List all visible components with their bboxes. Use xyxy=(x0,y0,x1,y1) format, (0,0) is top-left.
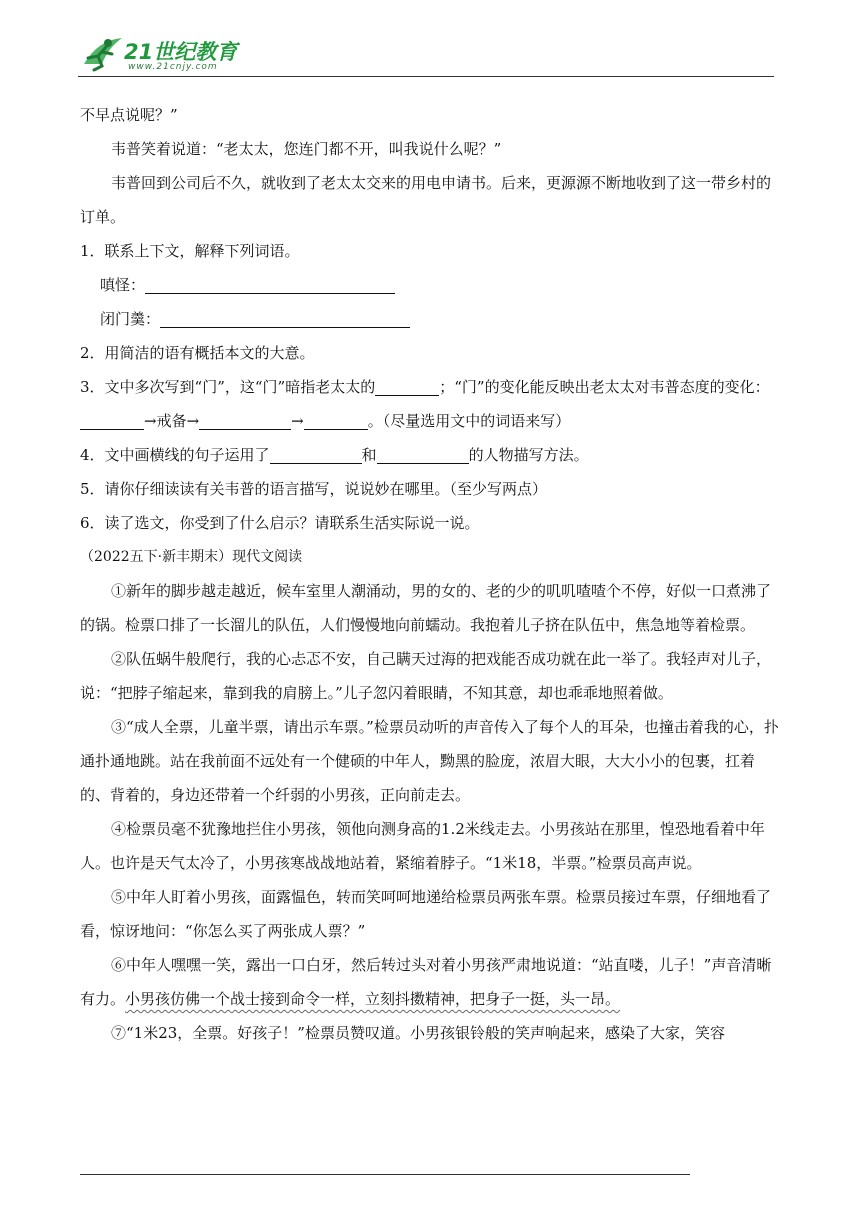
passage-paragraph: ⑥中年人嘿嘿一笑，露出一口白牙，然后转过头对着小男孩严肃地说道：“站直喽，儿子！”声音清晰有力。小男孩仿佛一个战士接到命令一样，立刻抖擞精神，把身子一挺，头一昂。 xyxy=(80,956,772,1008)
question-6: 6．读了选文，你受到了什么启示？请联系生活实际说一说。 xyxy=(80,514,480,532)
passage-paragraph: ③“成人全票，儿童半票，请出示车票。”检票员动听的声音传入了每个人的耳朵，也撞击着我的心，扑通扑通地跳。站在我前面不远处有一个健硕的中年人，黝黑的脸庞，浓眉大眼，大大小小的包裹，扛着的、背着的，身边还带着一个纤弱的小男孩，正向前走去。 xyxy=(80,718,779,804)
story-paragraph: 韦普笑着说道：“老太太，您连门都不开，叫我说什么呢？” xyxy=(111,140,502,158)
question-1-item-a: 嗔怪： xyxy=(80,268,780,302)
story-paragraph: 韦普回到公司后不久，就收到了老太太交来的用电申请书。后来，更源源不断地收到了这一带乡村的订单。 xyxy=(80,174,772,226)
answer-blank[interactable] xyxy=(199,409,291,430)
answer-blank[interactable] xyxy=(270,443,362,464)
footer-divider xyxy=(80,1174,690,1175)
passage-paragraph: ④检票员毫不犹豫地拦住小男孩，领他向测身高的1.2米线走去。小男孩站在那里，惶恐地看着中年人。也许是天气太冷了，小男孩寒战战地站着，紧缩着脖子。“1米18，半票。”检票员高声说。 xyxy=(80,820,765,872)
answer-blank[interactable] xyxy=(160,307,410,328)
passage-paragraph: ②队伍蜗牛般爬行，我的心忐忑不安，自己瞒天过海的把戏能否成功就在此一举了。我轻声对儿子，说：“把脖子缩起来，靠到我的肩膀上。”儿子忽闪着眼睛，不知其意，却也乖乖地照着做。 xyxy=(80,650,772,702)
question-1-item-b: 闭门羹： xyxy=(80,302,780,336)
passage-paragraph: ⑦“1米23，全票。好孩子！”检票员赞叹道。小男孩银铃般的笑声响起来，感染了大家，笑容 xyxy=(111,1024,725,1042)
header-divider xyxy=(78,76,774,77)
question-3: 3．文中多次写到“门”，这“门”暗指老太太的 ；“门”的变化能反映出老太太对韦普态度的变化：→戒备→ → 。（尽量选用文中的词语来写） xyxy=(80,370,780,438)
logo-url: www.21cnjy.com xyxy=(128,62,218,72)
answer-blank[interactable] xyxy=(377,443,469,464)
answer-blank[interactable] xyxy=(304,409,368,430)
answer-blank[interactable] xyxy=(375,375,439,396)
passage-paragraph: ⑤中年人盯着小男孩，面露愠色，转而笑呵呵地递给检票员两张车票。检票员接过车票，仔细地看了看，惊讶地问：“你怎么买了两张成人票？” xyxy=(80,888,772,940)
document-body xyxy=(80,98,780,1050)
question-4: 4．文中画横线的句子运用了 和 的人物描写方法。 xyxy=(80,438,780,472)
logo-text: 21世纪教育 xyxy=(124,40,238,64)
underlined-sentence: 小男孩仿佛一个战士接到命令一样，立刻抖擞精神，把身子一挺，头一昂。 xyxy=(125,990,621,1008)
answer-blank[interactable] xyxy=(80,409,144,430)
question-2: 2．用简洁的语有概括本文的大意。 xyxy=(80,344,315,362)
question-1: 1．联系上下文，解释下列词语。 xyxy=(80,242,300,260)
passage-paragraph: ①新年的脚步越走越近，候车室里人潮涌动，男的女的、老的少的叽叽喳喳个不停，好似一口煮沸了的锅。检票口排了一长溜儿的队伍，人们慢慢地向前蠕动。我抱着儿子挤在队伍中，焦急地等着检票。 xyxy=(80,582,772,634)
passage-source: （2022五下·新丰期末）现代文阅读 xyxy=(80,549,303,565)
page-header xyxy=(78,28,774,80)
answer-blank[interactable] xyxy=(145,273,395,294)
question-5: 5．请你仔细读读有关韦普的语言描写，说说妙在哪里。（至少写两点） xyxy=(80,480,548,498)
runner-logo-icon xyxy=(78,34,126,72)
story-paragraph: 不早点说呢？” xyxy=(80,106,178,124)
